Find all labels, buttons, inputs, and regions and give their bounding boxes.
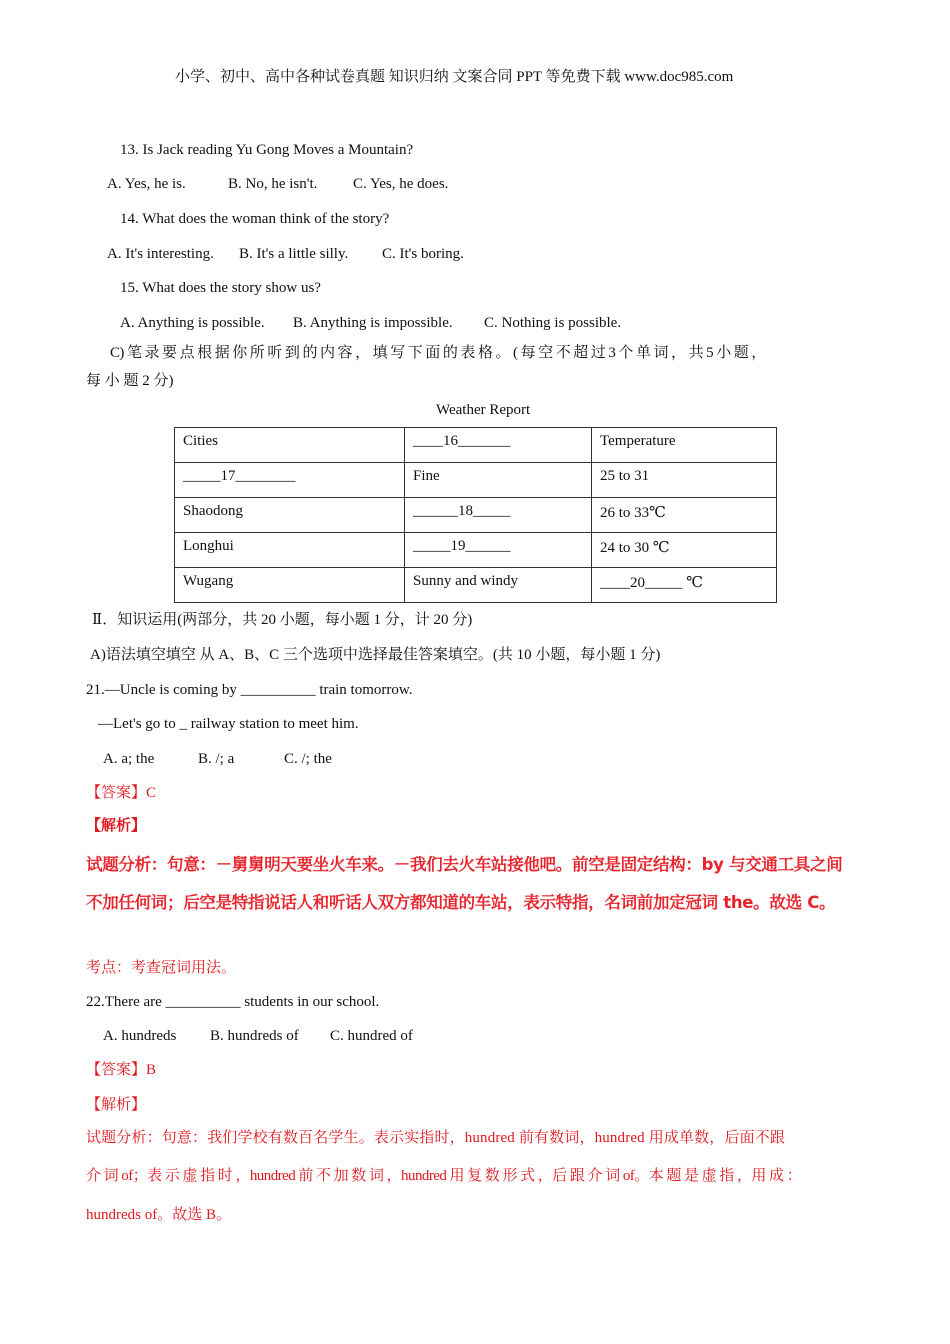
q22-option-b: B. hundreds of xyxy=(210,1028,299,1044)
table-cell: 26 to 33℃ xyxy=(592,498,777,533)
q14-option-a: A. It's interesting. xyxy=(107,246,214,262)
table-cell: Shaodong xyxy=(175,498,405,533)
weather-report-table xyxy=(174,427,777,603)
table-cell: 24 to 30 ℃ xyxy=(592,533,777,568)
table-cell: ____20_____ ℃ xyxy=(592,568,777,603)
section-c-instruction-cont: 每 小 题 2 分) xyxy=(86,373,174,389)
table-cell: _____19______ xyxy=(405,533,592,568)
q22-analysis-line1: 试题分析：句意：我们学校有数百名学生。表示实指时，hundred 前有数词，hundred 用成单数，后面不跟 xyxy=(86,1130,786,1146)
q22-line1: 22.There are __________ students in our school. xyxy=(86,994,380,1010)
section-c-instruction: C) 笔 录 要 点 根 据 你 所 听 到 的 内 容 ， 填 写 下 面 的 表 格 。 ( 每 空 不 超 过 3 个 单 词 ， 共 5 小 题 ， xyxy=(110,345,766,361)
table-row xyxy=(175,568,777,603)
table-cell: Longhui xyxy=(175,533,405,568)
q22-option-a: A. hundreds xyxy=(103,1028,177,1044)
q22-analysis-line2: 介 词 of；表 示 虚 指 时 ，hundred 前 不 加 数 词 ，hundred 用 复 数 形 式 ，后 跟 介 词 of。本 题 是 虚 指 ，用 成 ： xyxy=(86,1168,802,1184)
q13-option-b: B. No, he isn't. xyxy=(228,176,318,192)
table-cell: Temperature xyxy=(592,428,777,463)
q22-analysis-label: 【解析】 xyxy=(86,1097,147,1113)
q21-line2: —Let's go to _ railway station to meet him. xyxy=(98,716,359,732)
q14-option-c: C. It's boring. xyxy=(382,246,464,262)
table-title: Weather Report xyxy=(436,402,531,418)
q21-option-c: C. /; the xyxy=(284,751,332,767)
q15-option-b: B. Anything is impossible. xyxy=(293,315,453,331)
q13-stem: 13. Is Jack reading Yu Gong Moves a Mountain? xyxy=(120,142,414,158)
table-row xyxy=(175,498,777,533)
q22-option-c: C. hundred of xyxy=(330,1028,413,1044)
page-header: 小学、初中、高中各种试卷真题 知识归纳 文案合同 PPT 等免费下载 www.doc985.com xyxy=(175,69,734,85)
q22-options xyxy=(103,1026,413,1046)
table-row xyxy=(175,533,777,568)
q15-option-a: A. Anything is possible. xyxy=(120,315,265,331)
q14-options xyxy=(107,244,464,264)
q21-answer: 【答案】C xyxy=(86,785,157,801)
q14-option-b: B. It's a little silly. xyxy=(239,246,349,262)
part-a-instruction: A)语法填空填空 从 A、B、C 三个选项中选择最佳答案填空。(共 10 小题，每小题 1 分) xyxy=(90,647,661,663)
q15-options xyxy=(120,313,621,333)
q15-stem: 15. What does the story show us? xyxy=(120,280,321,296)
q21-analysis-line1: 试题分析：句意：－舅舅明天要坐火车来。－我们去火车站接他吧。前空是固定结构：by 与交通工具之间 xyxy=(86,855,843,874)
q22-analysis-line3: hundreds of。故选 B。 xyxy=(86,1207,231,1223)
q22-answer: 【答案】B xyxy=(86,1062,157,1078)
q13-options xyxy=(107,174,448,194)
table-cell: ______18_____ xyxy=(405,498,592,533)
part-ii-heading: Ⅱ．知识运用(两部分，共 20 小题，每小题 1 分，计 20 分) xyxy=(92,612,473,628)
q21-analysis-line2: 不加任何词；后空是特指说话人和听话人双方都知道的车站，表示特指，名词前加定冠词 the。故选 C。 xyxy=(86,893,836,912)
table-cell: ____16_______ xyxy=(405,428,592,463)
q21-options xyxy=(103,749,332,769)
table-cell: Sunny and windy xyxy=(405,568,592,603)
q21-option-b: B. /; a xyxy=(198,751,235,767)
q21-line1: 21.—Uncle is coming by __________ train tomorrow. xyxy=(86,682,413,698)
q21-option-a: A. a; the xyxy=(103,751,155,767)
q13-option-a: A. Yes, he is. xyxy=(107,176,186,192)
q13-option-c: C. Yes, he does. xyxy=(353,176,449,192)
q21-exam-point: 考点：考查冠词用法。 xyxy=(86,960,237,976)
table-cell: Cities xyxy=(175,428,405,463)
table-row xyxy=(175,463,777,498)
table-cell: _____17________ xyxy=(175,463,405,498)
q15-option-c: C. Nothing is possible. xyxy=(484,315,622,331)
table-cell: Wugang xyxy=(175,568,405,603)
table-row xyxy=(175,428,777,463)
q21-analysis-label: 【解析】 xyxy=(86,818,147,834)
table-cell: 25 to 31 xyxy=(592,463,777,498)
table-cell: Fine xyxy=(405,463,592,498)
q14-stem: 14. What does the woman think of the story? xyxy=(120,211,390,227)
